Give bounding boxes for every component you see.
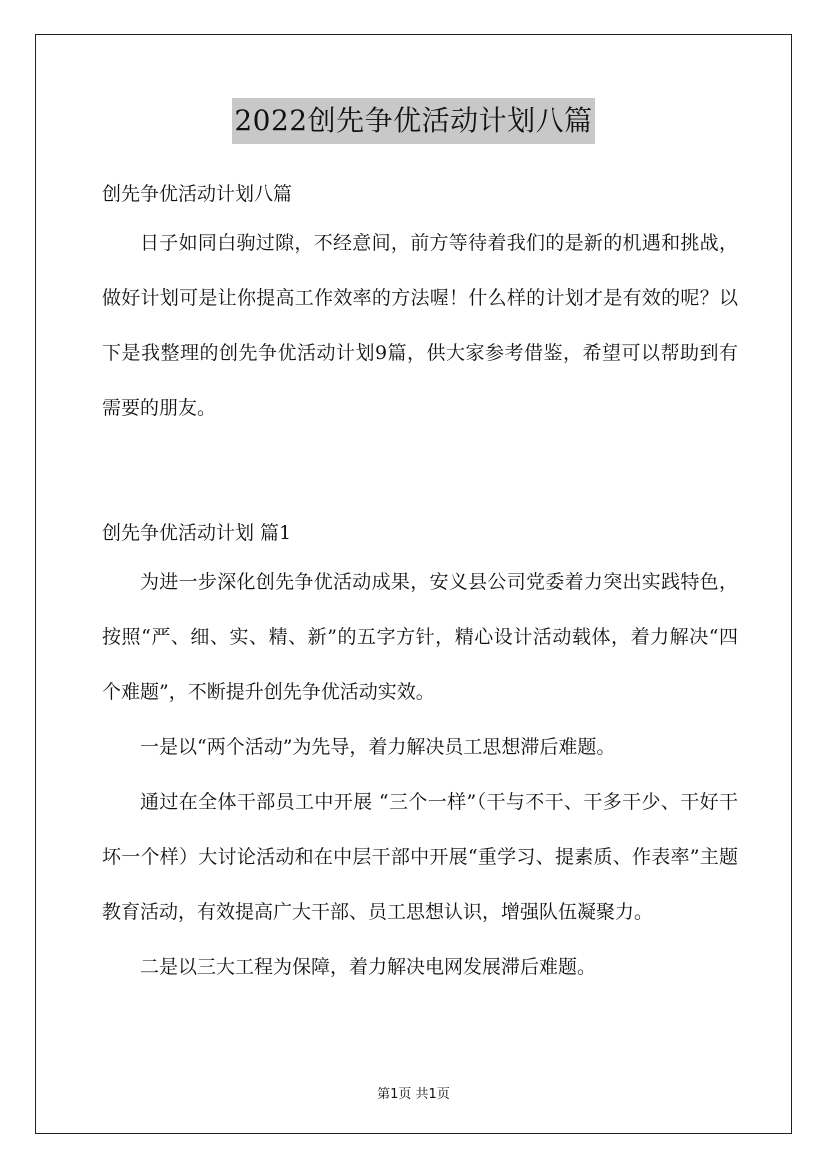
intro-paragraph: 日子如同白驹过隙，不经意间，前方等待着我们的是新的机遇和挑战，做好计划可是让你提高工作效率的方法喔！什么样的计划才是有效的呢？以下是我整理的创先争优活动计划9篇，供大家参考借鉴，希望可以帮助到有需要的朋友。 bbox=[102, 232, 738, 419]
body-paragraph: 通过在全体干部员工中开展 “三个一样”（干与不干、干多干少、干好干坏一个样）大讨论活动和在中层干部中开展“重学习、提素质、作表率”主题教育活动，有效提高广大干部、员工思想认识，增强队伍凝聚力。 bbox=[102, 791, 738, 923]
section-spacer bbox=[102, 436, 738, 511]
body-paragraph: 二是以三大工程为保障，着力解决电网发展滞后难题。 bbox=[140, 956, 597, 978]
intro-heading: 创先争优活动计划八篇 bbox=[102, 183, 293, 205]
title-container bbox=[0, 98, 827, 144]
section-heading: 创先争优活动计划 篇1 bbox=[102, 522, 292, 544]
body-paragraph: 一是以“两个活动”为先导，着力解决员工思想滞后难题。 bbox=[140, 736, 616, 758]
page-footer: 第1页 共1页 bbox=[377, 1087, 450, 1102]
body-paragraph: 为进一步深化创先争优活动成果，安义县公司党委着力突出实践特色，按照“严、细、实、精、新”的五字方针，精心设计活动载体，着力解决“四个难题”，不断提升创先争优活动实效。 bbox=[102, 571, 738, 703]
document-body bbox=[102, 172, 738, 995]
document-title: 2022创先争优活动计划八篇 bbox=[232, 98, 594, 144]
